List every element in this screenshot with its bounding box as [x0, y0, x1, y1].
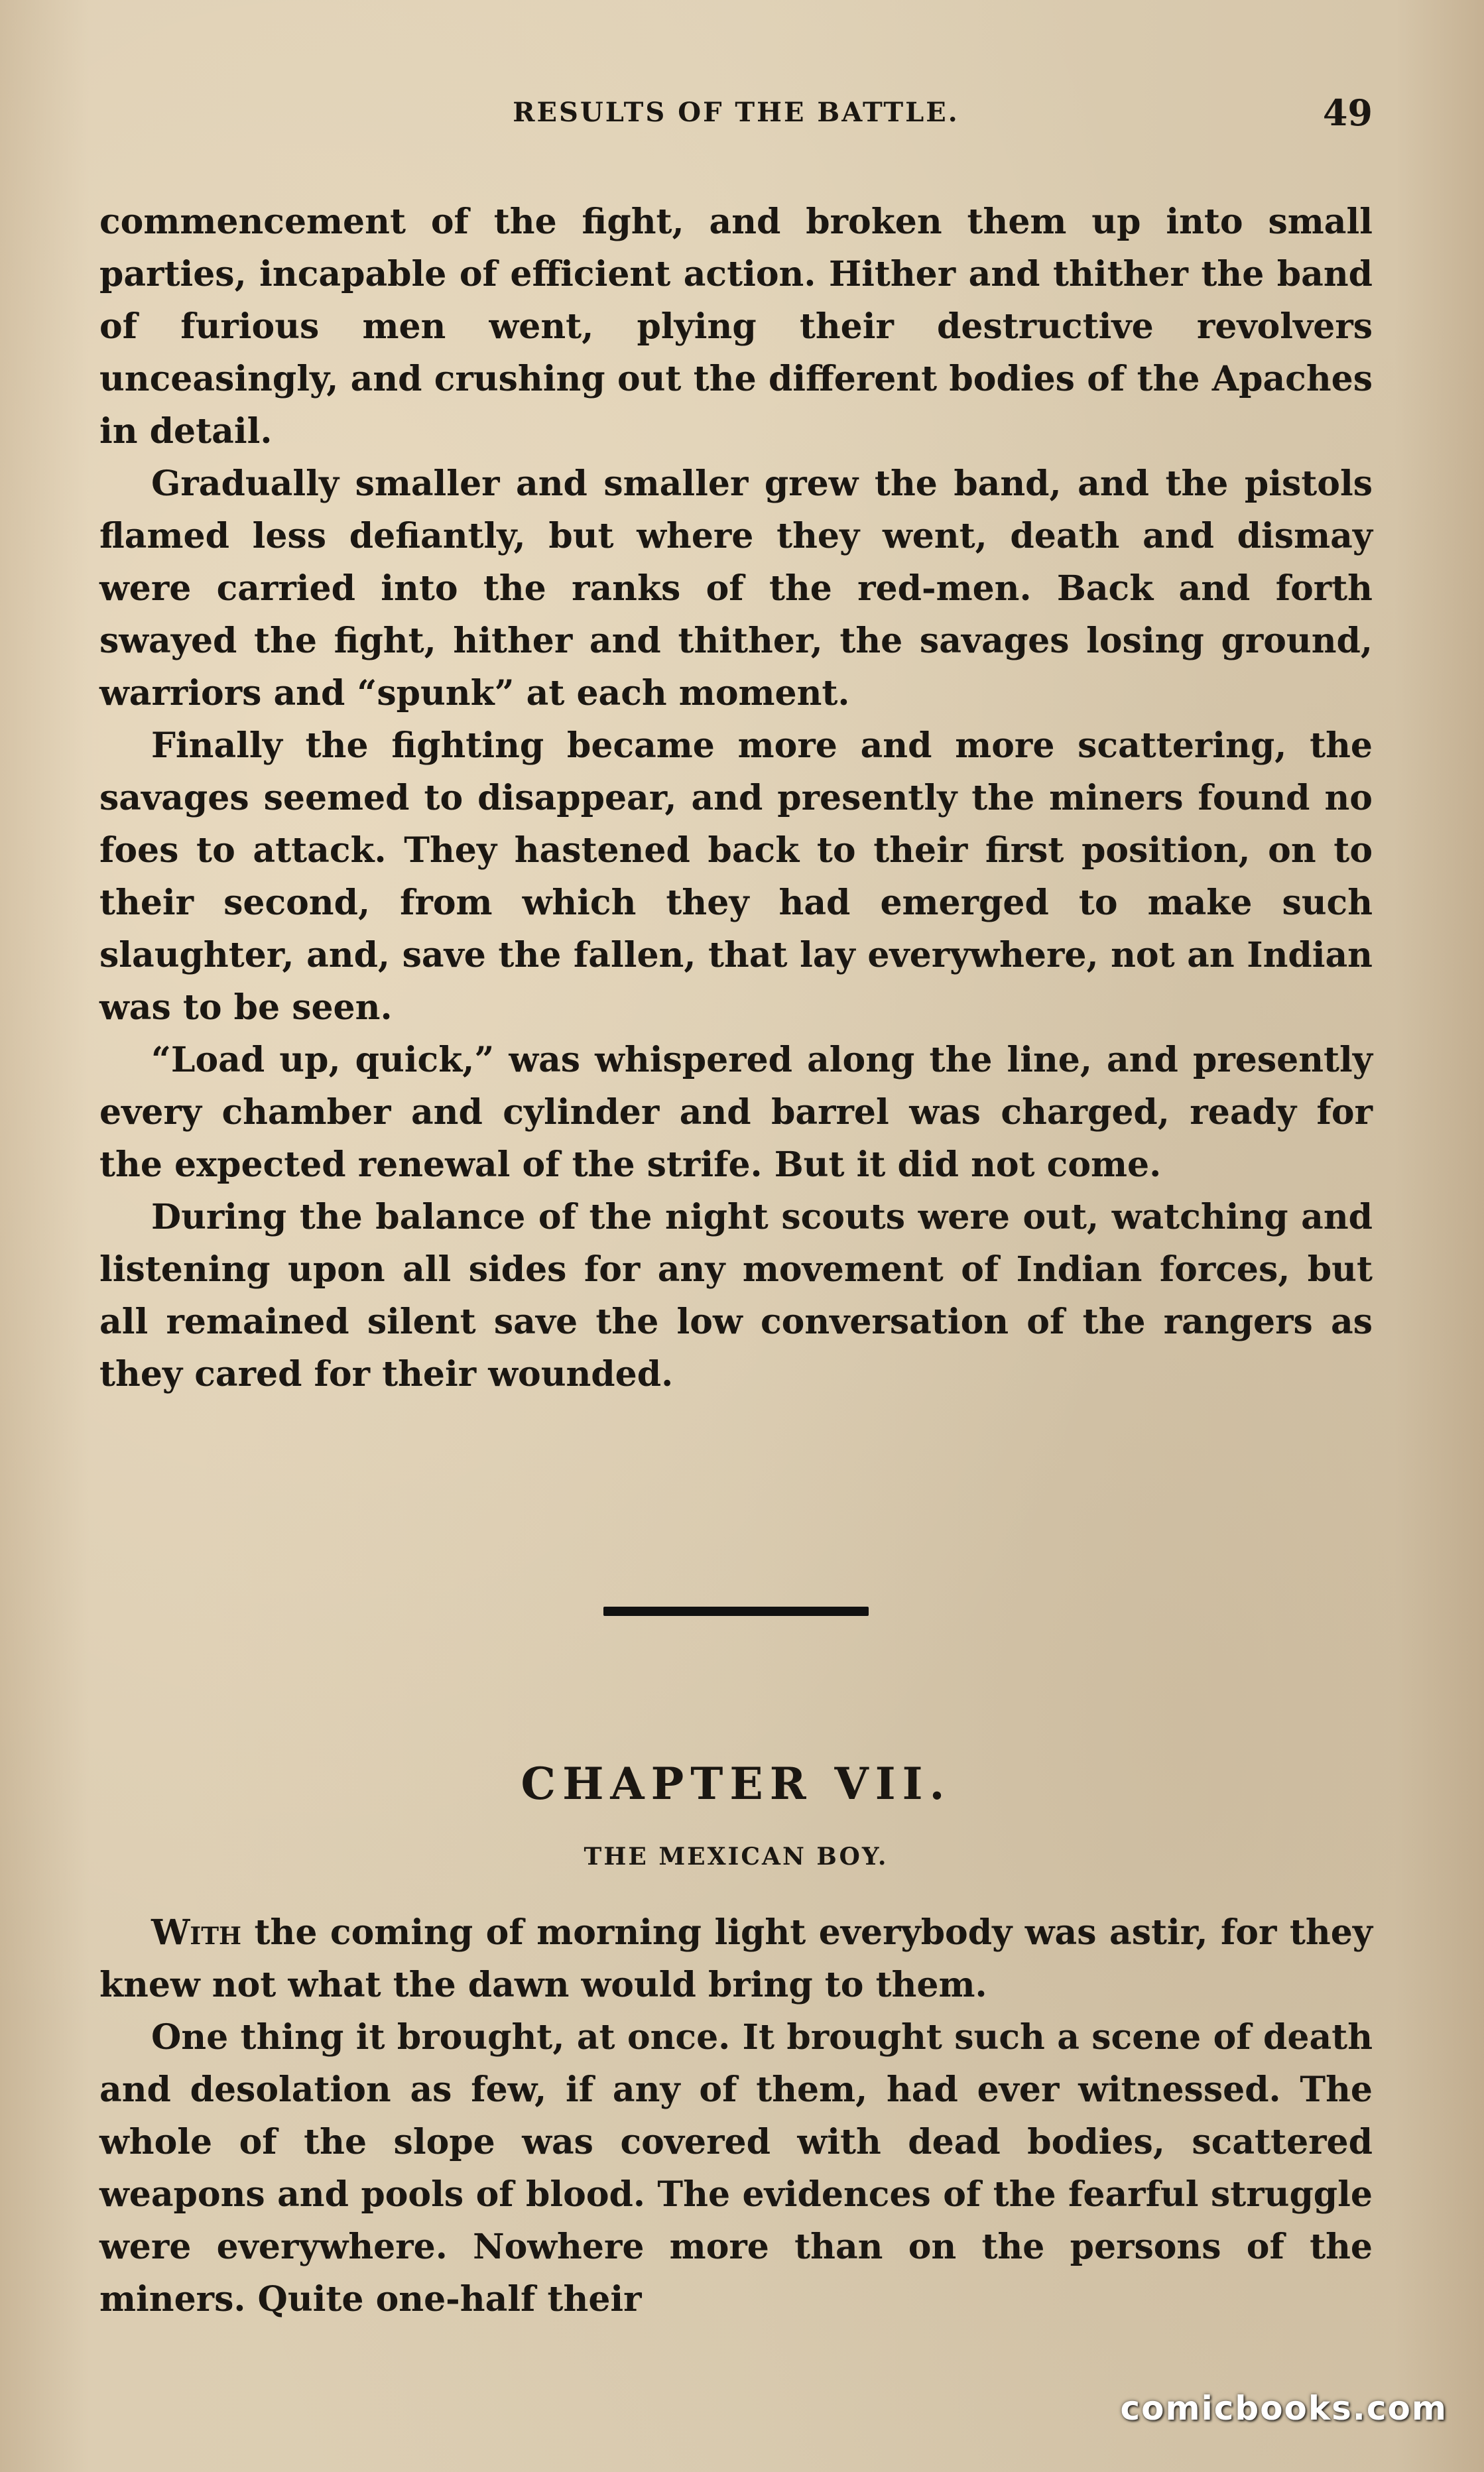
paragraph — [99, 1906, 1373, 2011]
section-divider — [603, 1607, 869, 1616]
paragraph: “Load up, quick,” was whispered along the line, and presently every chamber and cylinder and barrel was charged, ready for the expected renewal of the strife. But it did not come. — [99, 1040, 1373, 1185]
paragraph: commencement of the fight, and broken them up into small parties, incapable of efficient action. Hither and thither the band of furious men went, plying their destructive revolvers unceasingly, and crushing out the different bodies of the Apaches in detail. — [99, 202, 1373, 452]
running-head — [99, 86, 1373, 139]
running-title: RESULTS OF THE BATTLE. — [513, 97, 959, 128]
opening-text: the coming of morning light everybody was astir, for they knew not what the dawn would bring to them. — [99, 1912, 1373, 2005]
book-page — [99, 86, 1373, 2447]
opening-word: With — [151, 1912, 242, 1953]
paragraph: One thing it brought, at once. It brought such a scene of death and desolation as few, if any of them, had ever witnessed. The whole of the slope was covered with dead bodies, scattered weapons and pools of blood. The evidences of the fearful struggle were everywhere. Nowhere more than on the persons of the miners. Quite one-half their — [99, 2017, 1373, 2319]
watermark: comicbooks.com — [1120, 2389, 1448, 2428]
text-block-chapter — [99, 1906, 1373, 2325]
page-number: 49 — [1322, 92, 1373, 134]
text-block-top — [99, 196, 1373, 1400]
paragraph: Gradually smaller and smaller grew the band, and the pistols flamed less defiantly, but where they went, death and dismay were carried into the ranks of the red-men. Back and forth swayed the fight, hither and thither, the savages losing ground, warriors and “spunk” at each moment. — [99, 464, 1373, 713]
chapter-subtitle: THE MEXICAN BOY. — [584, 1843, 889, 1871]
paragraph: Finally the fighting became more and more scattering, the savages seemed to disappear, and presently the miners found no foes to attack. They hastened back to their first position, on to their second, from which they had emerged to make such slaughter, and, save the fallen, that lay everywhere, not an Indian was to be seen. — [99, 725, 1373, 1028]
chapter-heading: CHAPTER VII. — [521, 1758, 952, 1810]
paragraph: During the balance of the night scouts were out, watching and listening upon all sides for any movement of Indian forces, but all remained silent save the low conversation of the rangers as they cared for their wounded. — [99, 1197, 1373, 1394]
